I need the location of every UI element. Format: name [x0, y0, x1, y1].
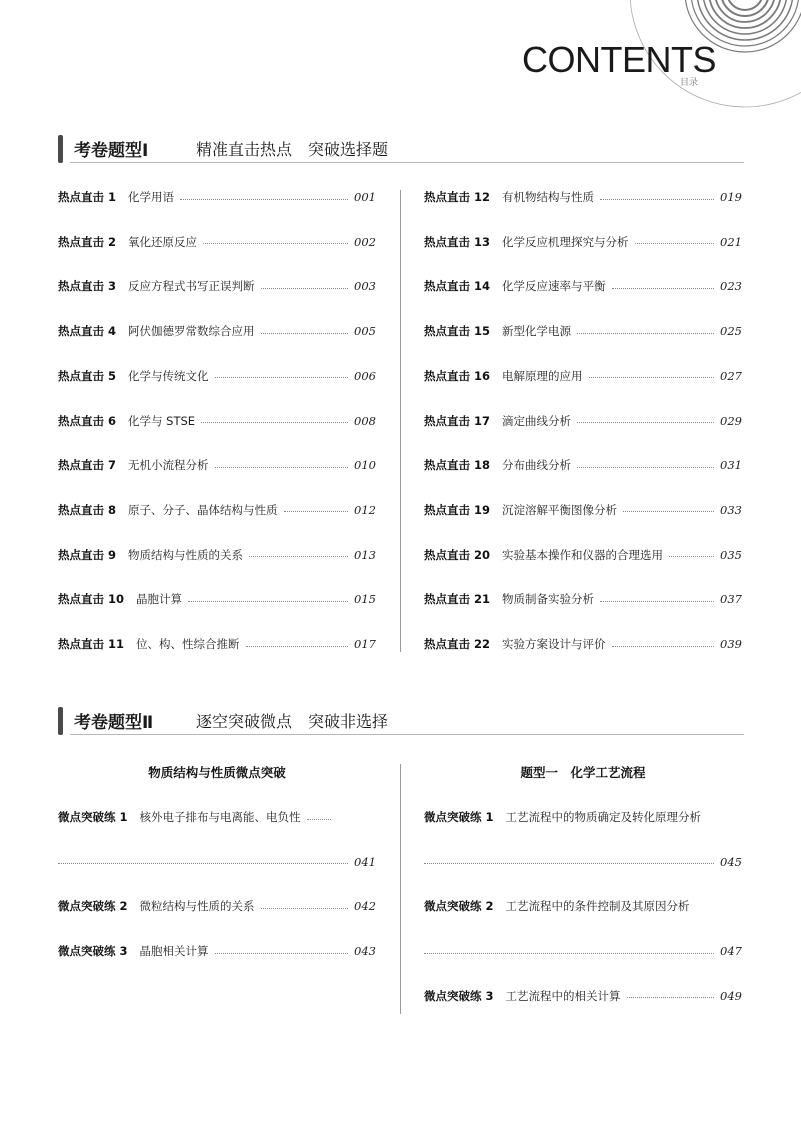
section-1-divider: [400, 190, 401, 652]
toc-entry-text: 工艺流程中的条件控制及其原因分析: [505, 899, 690, 914]
toc-entry-page: 025: [720, 324, 742, 339]
toc-entry-text: 实验基本操作和仪器的合理选用: [502, 547, 664, 562]
toc-entry-page: 033: [720, 502, 742, 517]
toc-entry-label: 微点突破练 1: [58, 810, 128, 824]
toc-leader-dots: [589, 377, 715, 378]
section-1-rule: [70, 162, 744, 163]
toc-entry-page: 047: [720, 944, 742, 959]
toc-leader-dots: [180, 199, 348, 200]
toc-leader-dots: [600, 199, 714, 200]
toc-entry-page: 021: [720, 234, 742, 249]
toc-leader-dots: [424, 953, 714, 954]
toc-entry-label: 热点直击 17: [424, 413, 491, 428]
toc-entry-text: 核外电子排布与电离能、电负性: [139, 810, 301, 824]
toc-leader-dots: [669, 556, 714, 557]
toc-entry-page: 027: [720, 368, 742, 383]
toc-entry[interactable]: [424, 588, 742, 610]
toc-entry-text: 晶胞相关计算: [139, 944, 209, 959]
toc-entry-label: 微点突破练 1: [424, 810, 494, 824]
toc-entry-page: 035: [720, 547, 742, 562]
toc-entry-page: 037: [720, 592, 742, 607]
toc-entry-text: 微粒结构与性质的关系: [139, 899, 255, 914]
toc-entry-text: 滴定曲线分析: [502, 413, 572, 428]
toc-entry-text: 化学用语: [128, 190, 175, 204]
toc-entry[interactable]: [58, 588, 376, 610]
toc-leader-dots: [261, 333, 349, 334]
toc-entry-page: 005: [354, 324, 376, 339]
toc-entry[interactable]: [424, 186, 742, 208]
toc-entry-label: 热点直击 20: [424, 547, 491, 562]
toc-entry-text: 阿伏伽德罗常数综合应用: [128, 324, 255, 339]
toc-entry-text: 位、构、性综合推断: [136, 637, 240, 651]
toc-entry-page: 023: [720, 279, 742, 294]
toc-leader-dots: [215, 467, 349, 468]
toc-entry-page: 049: [720, 988, 742, 1003]
toc-leader-dots: [188, 601, 348, 602]
toc-entry[interactable]: [58, 544, 376, 566]
toc-entry-text: 电解原理的应用: [502, 368, 583, 383]
toc-leader-dots: [203, 243, 348, 244]
toc-entry[interactable]: [58, 320, 376, 342]
section-2-title: 逐空突破微点 突破非选择: [196, 712, 389, 731]
section-2-left-heading: 物质结构与性质微点突破: [148, 765, 286, 780]
toc-entry-text: 化学反应机理探究与分析: [502, 234, 629, 249]
toc-entry-page: 045: [720, 854, 742, 869]
toc-entry-page: 002: [354, 234, 376, 249]
section-2-right-heading: 题型一 化学工艺流程: [520, 765, 646, 780]
toc-entry-page: 043: [354, 944, 376, 959]
toc-entry-page: 012: [354, 502, 376, 517]
toc-entry-text: 氧化还原反应: [128, 234, 198, 249]
section-1-bar: [58, 135, 63, 163]
toc-entry-label: 热点直击 10: [58, 592, 125, 607]
toc-entry-label: 微点突破练 2: [424, 899, 494, 914]
toc-leader-dots: [58, 863, 348, 864]
toc-entry-text: 有机物结构与性质: [502, 190, 595, 204]
toc-entry[interactable]: [58, 806, 376, 828]
toc-entry-text: 化学与传统文化: [128, 368, 209, 383]
toc-entry-label: 热点直击 9: [58, 547, 117, 562]
toc-leader-dots: [424, 863, 714, 864]
toc-entry[interactable]: [58, 895, 376, 917]
section-2-header: [58, 704, 744, 738]
toc-entry-label: 热点直击 14: [424, 279, 491, 294]
toc-entry-page: 041: [354, 854, 376, 869]
toc-entry-page: 015: [354, 592, 376, 607]
toc-entry-label: 热点直击 3: [58, 279, 117, 294]
toc-leader-dots: [635, 243, 715, 244]
toc-entry-text: 分布曲线分析: [502, 458, 572, 473]
toc-entry-page: 019: [720, 190, 742, 204]
toc-entry-label: 热点直击 7: [58, 458, 117, 473]
toc-leader-dots: [201, 422, 348, 423]
toc-entry-label: 热点直击 2: [58, 234, 117, 249]
toc-entry-text: 无机小流程分析: [128, 458, 209, 473]
toc-entry[interactable]: [424, 365, 742, 387]
toc-entry-label: 热点直击 21: [424, 592, 491, 607]
toc-entry[interactable]: [424, 985, 742, 1007]
toc-leader-dots: [284, 511, 349, 512]
toc-entry[interactable]: [424, 499, 742, 521]
toc-entry-page: 029: [720, 413, 742, 428]
toc-entry-label: 热点直击 22: [424, 637, 491, 651]
toc-leader-dots: [246, 646, 349, 647]
toc-entry[interactable]: [424, 275, 742, 297]
toc-continuation-line[interactable]: [58, 851, 376, 873]
toc-entry-page: 013: [354, 547, 376, 562]
section-1-type: 考卷题型Ⅰ: [74, 141, 149, 161]
toc-entry-text: 实验方案设计与评价: [502, 637, 606, 651]
contents-subtitle: 目录: [680, 78, 699, 88]
toc-leader-dots: [249, 556, 348, 557]
section-2-type: 考卷题型Ⅱ: [74, 713, 154, 733]
toc-entry-label: 微点突破练 3: [58, 944, 128, 959]
toc-leader-dots: [600, 601, 714, 602]
toc-entry[interactable]: [424, 410, 742, 432]
toc-entry-label: 热点直击 19: [424, 502, 491, 517]
toc-entry-label: 热点直击 1: [58, 190, 117, 204]
toc-entry-page: 039: [720, 637, 742, 651]
toc-entry-label: 热点直击 16: [424, 368, 491, 383]
section-2-divider: [400, 764, 401, 1014]
toc-entry-label: 微点突破练 3: [424, 988, 494, 1003]
toc-leader-dots: [623, 511, 714, 512]
toc-entry[interactable]: [424, 231, 742, 253]
toc-entry-page: 031: [720, 458, 742, 473]
toc-entry[interactable]: [58, 231, 376, 253]
toc-entry[interactable]: [58, 186, 376, 208]
toc-entry[interactable]: [58, 499, 376, 521]
toc-entry-text: 原子、分子、晶体结构与性质: [128, 502, 278, 517]
toc-entry[interactable]: [58, 275, 376, 297]
toc-entry[interactable]: [424, 895, 742, 917]
toc-entry-page: 010: [354, 458, 376, 473]
toc-leader-dots: [627, 997, 715, 998]
toc-entry-label: 微点突破练 2: [58, 899, 128, 914]
toc-leader-dots: [577, 333, 714, 334]
toc-entry-text: 物质结构与性质的关系: [128, 547, 244, 562]
toc-entry-text: 工艺流程中的相关计算: [505, 988, 621, 1003]
toc-entry-page: 008: [354, 413, 376, 428]
section-1-title: 精准直击热点 突破选择题: [196, 140, 389, 159]
section-2-rule: [70, 734, 744, 735]
toc-entry[interactable]: [58, 633, 376, 655]
toc-entry-text: 晶胞计算: [136, 592, 183, 607]
toc-leader-dots: [307, 819, 331, 820]
toc-entry-label: 热点直击 11: [58, 637, 125, 651]
toc-entry-text: 物质制备实验分析: [502, 592, 595, 607]
toc-entry-label: 热点直击 8: [58, 502, 117, 517]
toc-entry-label: 热点直击 12: [424, 190, 491, 204]
toc-entry-label: 热点直击 13: [424, 234, 491, 249]
section-1-header: [58, 132, 744, 166]
toc-leader-dots: [261, 908, 349, 909]
section-2-bar: [58, 707, 63, 735]
toc-entry-label: 热点直击 18: [424, 458, 491, 473]
toc-entry-label: 热点直击 6: [58, 413, 117, 428]
toc-entry-text: 新型化学电源: [502, 324, 572, 339]
toc-leader-dots: [577, 422, 714, 423]
toc-leader-dots: [215, 377, 349, 378]
toc-entry[interactable]: [58, 940, 376, 962]
toc-entry[interactable]: [424, 454, 742, 476]
contents-title: CONTENTS: [522, 39, 716, 80]
toc-entry-text: 化学与 STSE: [128, 413, 196, 428]
toc-entry-text: 化学反应速率与平衡: [502, 279, 606, 294]
toc-entry-label: 热点直击 5: [58, 368, 117, 383]
toc-entry[interactable]: [58, 410, 376, 432]
toc-entry[interactable]: [424, 806, 742, 828]
toc-entry-page: 006: [354, 368, 376, 383]
toc-entry-page: 003: [354, 279, 376, 294]
toc-entry-page: 001: [354, 190, 376, 204]
toc-leader-dots: [261, 288, 349, 289]
toc-entry-text: 工艺流程中的物质确定及转化原理分析: [505, 810, 702, 824]
toc-entry-label: 热点直击 15: [424, 324, 491, 339]
toc-leader-dots: [612, 646, 715, 647]
toc-leader-dots: [577, 467, 714, 468]
toc-entry[interactable]: [58, 365, 376, 387]
toc-continuation-line[interactable]: [424, 940, 742, 962]
toc-entry[interactable]: [58, 454, 376, 476]
toc-entry-page: 042: [354, 899, 376, 914]
toc-entry-text: 反应方程式书写正误判断: [128, 279, 255, 294]
toc-entry[interactable]: [424, 544, 742, 566]
toc-continuation-line[interactable]: [424, 851, 742, 873]
toc-entry-label: 热点直击 4: [58, 324, 117, 339]
toc-entry[interactable]: [424, 633, 742, 655]
toc-leader-dots: [215, 953, 349, 954]
toc-entry-page: 017: [354, 637, 376, 651]
toc-leader-dots: [612, 288, 715, 289]
toc-entry-text: 沉淀溶解平衡图像分析: [502, 502, 618, 517]
toc-entry[interactable]: [424, 320, 742, 342]
